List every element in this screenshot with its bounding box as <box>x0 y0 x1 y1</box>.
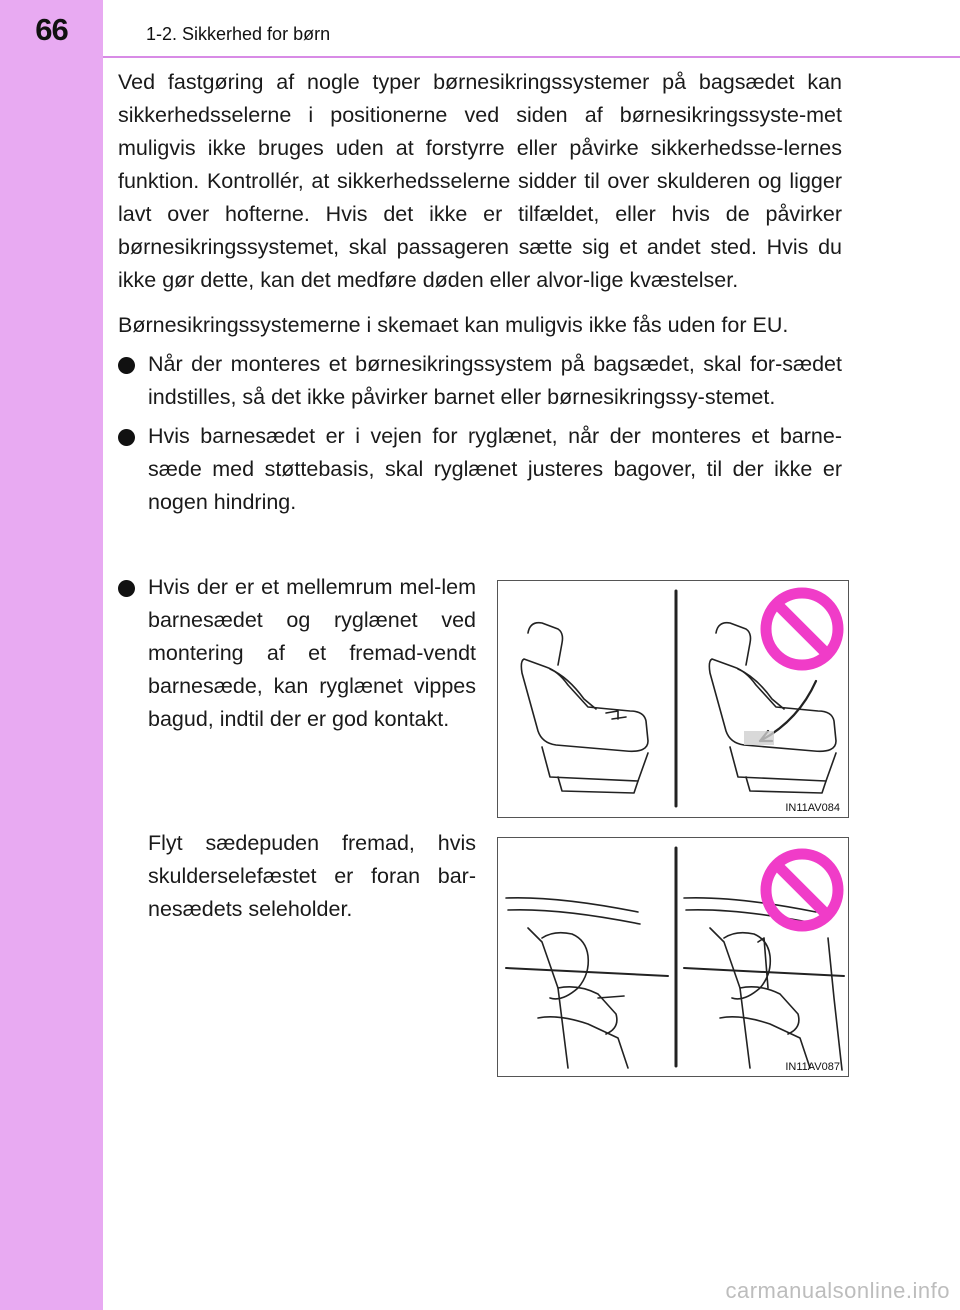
bullet-dot-icon <box>118 429 135 446</box>
bullet-text: Hvis der er et mellemrum mel-lem barnesædet og ryglænet ved montering af et fremad-vendt barnesæde, kan ryglænet vippes bagud, indtil der er god kontakt. <box>148 575 476 731</box>
watermark: carmanualsonline.info <box>725 1278 950 1303</box>
bullet-support-base <box>118 420 842 519</box>
figure-seat-cushion <box>497 837 849 1077</box>
column-text-2 <box>118 827 476 926</box>
column-text-1 <box>118 571 476 736</box>
section-title: 1-2. Sikkerhed for børn <box>146 24 331 44</box>
figure-seat-gap <box>497 580 849 818</box>
seat-illustration <box>498 581 847 816</box>
main-text <box>118 66 842 519</box>
header-rule <box>103 56 960 58</box>
side-color-strip <box>0 0 103 1310</box>
car-interior-illustration <box>498 838 847 1075</box>
paragraph-eu-availability: Børnesikringssystemerne i skemaet kan muligvis ikke fås uden for EU. <box>118 313 789 337</box>
page-number: 66 <box>35 12 68 47</box>
bullet-dot-icon <box>118 357 135 374</box>
bullet-forward-facing <box>118 571 476 736</box>
bullet-text: Hvis barnesædet er i vejen for ryglænet, når der monteres et barne-sæde med støttebasis, skal ryglænet justeres bagover, til der ikke er nogen hindring. <box>148 424 842 514</box>
bullet-dot-icon <box>118 580 135 597</box>
paragraph-seat-cushion: Flyt sædepuden fremad, hvis skulderselefæstet er foran bar-nesædets seleholder. <box>148 831 476 921</box>
bullet-text: Når der monteres et børnesikringssystem på bagsædet, skal for-sædet indstilles, så det ikke påvirker barnet eller børnesikringssy-stemet. <box>148 352 842 409</box>
figure-code: IN11AV084 <box>785 802 840 814</box>
bullet-front-seat <box>118 348 842 414</box>
paragraph-seatbelt-warning: Ved fastgøring af nogle typer børnesikringssystemer på bagsædet kan sikkerhedsselerne i positionerne ved siden af børnesikringssyste-met muligvis ikke bruges uden at forstyrre eller påvirke sikkerhedsse-lernes funktion. Kontrollér, at sikkerhedsselerne sidder til over skulderen og ligger lavt over hofterne. Hvis det ikke er tilfældet, eller hvis de påvirker børnesikringssystemet, skal passageren sætte sig et andet sted. Hvis du ikke gør dette, kan det medføre døden eller alvor-lige kvæstelser. <box>118 70 842 292</box>
figure-code: IN11AV087 <box>785 1061 840 1073</box>
